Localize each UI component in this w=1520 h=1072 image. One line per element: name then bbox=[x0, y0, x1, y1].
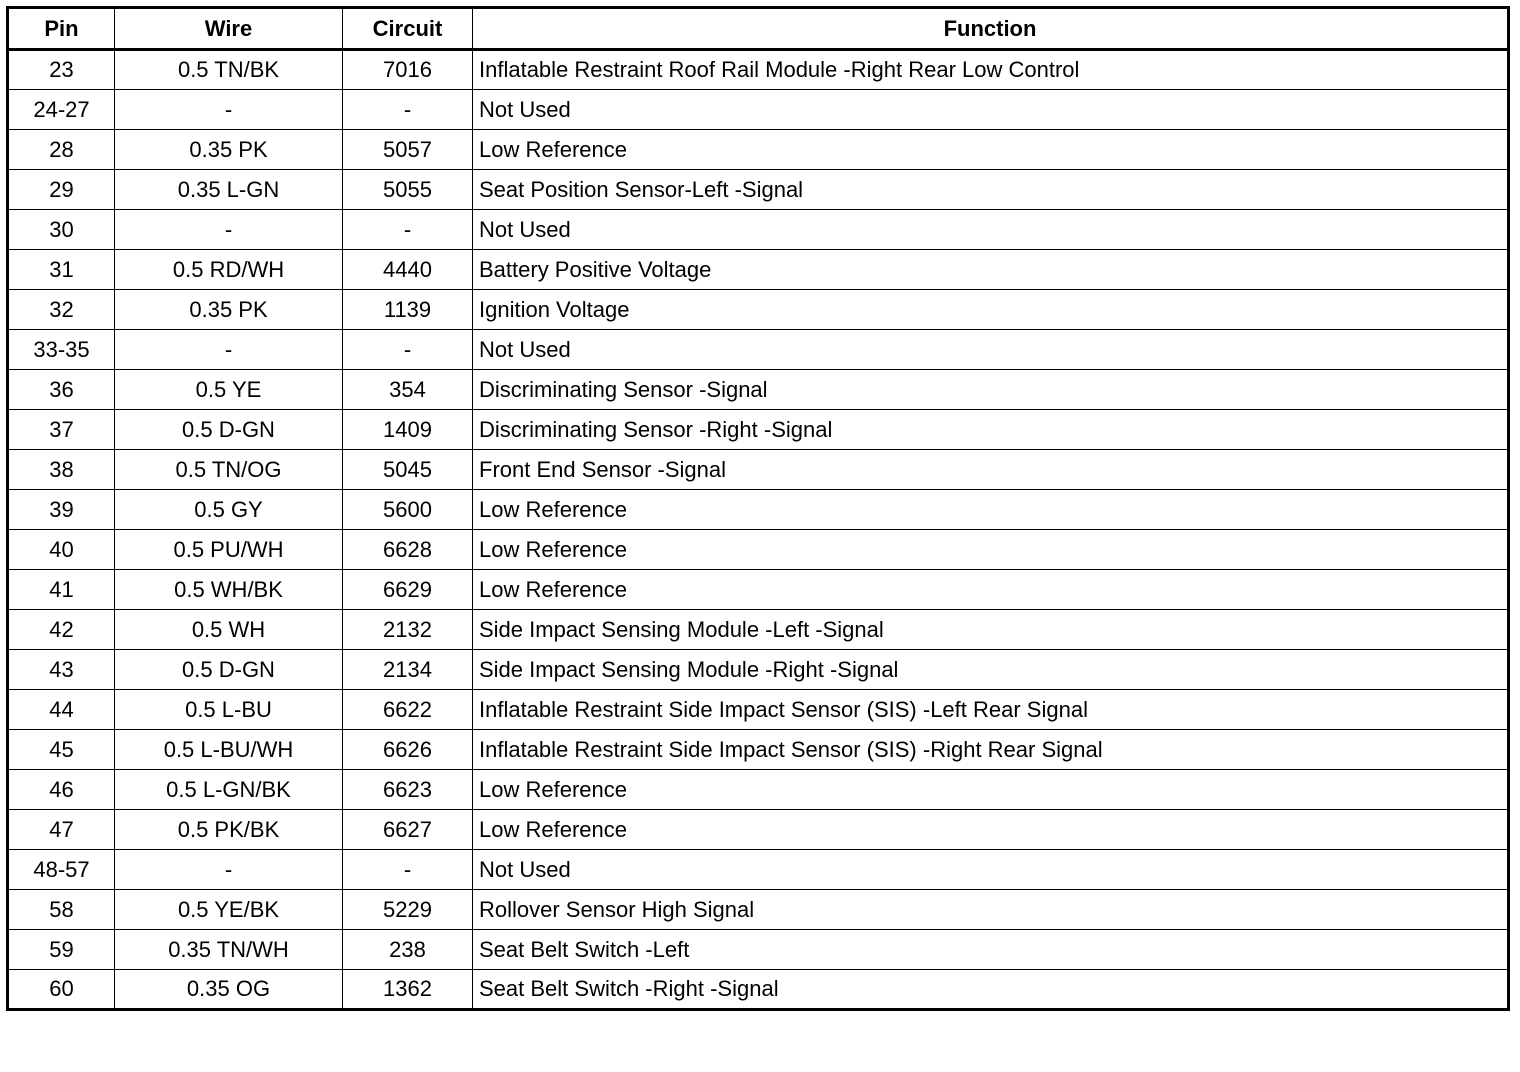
wire-cell: 0.35 PK bbox=[115, 290, 343, 330]
header-row bbox=[8, 8, 1509, 50]
circuit-cell: 1362 bbox=[343, 970, 473, 1010]
pin-cell: 29 bbox=[8, 170, 115, 210]
wire-cell: 0.5 WH/BK bbox=[115, 570, 343, 610]
function-cell: Side Impact Sensing Module -Left -Signal bbox=[473, 610, 1509, 650]
wire-cell: 0.35 OG bbox=[115, 970, 343, 1010]
pin-cell: 58 bbox=[8, 890, 115, 930]
function-cell: Low Reference bbox=[473, 770, 1509, 810]
table-row bbox=[8, 570, 1509, 610]
wire-cell: 0.5 YE bbox=[115, 370, 343, 410]
wire-cell: 0.5 YE/BK bbox=[115, 890, 343, 930]
circuit-cell: 354 bbox=[343, 370, 473, 410]
pin-cell: 46 bbox=[8, 770, 115, 810]
circuit-cell: 5055 bbox=[343, 170, 473, 210]
circuit-cell: 5229 bbox=[343, 890, 473, 930]
function-cell: Rollover Sensor High Signal bbox=[473, 890, 1509, 930]
wire-cell: 0.5 D-GN bbox=[115, 650, 343, 690]
table-row bbox=[8, 130, 1509, 170]
pin-cell: 28 bbox=[8, 130, 115, 170]
header-pin: Pin bbox=[8, 8, 115, 50]
circuit-cell: - bbox=[343, 330, 473, 370]
table-row bbox=[8, 410, 1509, 450]
table-row bbox=[8, 610, 1509, 650]
table-row bbox=[8, 330, 1509, 370]
table-row bbox=[8, 970, 1509, 1010]
pin-cell: 30 bbox=[8, 210, 115, 250]
wire-cell: - bbox=[115, 850, 343, 890]
pin-cell: 23 bbox=[8, 50, 115, 90]
pin-cell: 39 bbox=[8, 490, 115, 530]
function-cell: Inflatable Restraint Side Impact Sensor (SIS) -Right Rear Signal bbox=[473, 730, 1509, 770]
pin-cell: 47 bbox=[8, 810, 115, 850]
header-function: Function bbox=[473, 8, 1509, 50]
pin-cell: 48-57 bbox=[8, 850, 115, 890]
wire-cell: 0.5 GY bbox=[115, 490, 343, 530]
circuit-cell: 5045 bbox=[343, 450, 473, 490]
circuit-cell: 6626 bbox=[343, 730, 473, 770]
pin-cell: 45 bbox=[8, 730, 115, 770]
function-cell: Not Used bbox=[473, 90, 1509, 130]
table-row bbox=[8, 850, 1509, 890]
function-cell: Inflatable Restraint Side Impact Sensor (SIS) -Left Rear Signal bbox=[473, 690, 1509, 730]
function-cell: Discriminating Sensor -Right -Signal bbox=[473, 410, 1509, 450]
wire-cell: 0.5 L-BU/WH bbox=[115, 730, 343, 770]
circuit-cell: 2132 bbox=[343, 610, 473, 650]
function-cell: Seat Belt Switch -Right -Signal bbox=[473, 970, 1509, 1010]
table-body bbox=[8, 50, 1509, 1010]
circuit-cell: 1139 bbox=[343, 290, 473, 330]
circuit-cell: 6627 bbox=[343, 810, 473, 850]
pin-cell: 32 bbox=[8, 290, 115, 330]
function-cell: Low Reference bbox=[473, 810, 1509, 850]
pin-cell: 37 bbox=[8, 410, 115, 450]
header-circuit: Circuit bbox=[343, 8, 473, 50]
table-row bbox=[8, 450, 1509, 490]
circuit-cell: 1409 bbox=[343, 410, 473, 450]
pin-cell: 33-35 bbox=[8, 330, 115, 370]
table-row bbox=[8, 890, 1509, 930]
table-row bbox=[8, 170, 1509, 210]
wire-cell: - bbox=[115, 330, 343, 370]
table-row bbox=[8, 650, 1509, 690]
circuit-cell: 6629 bbox=[343, 570, 473, 610]
pin-cell: 24-27 bbox=[8, 90, 115, 130]
pin-cell: 60 bbox=[8, 970, 115, 1010]
table-row bbox=[8, 210, 1509, 250]
wire-cell: 0.5 PK/BK bbox=[115, 810, 343, 850]
function-cell: Seat Belt Switch -Left bbox=[473, 930, 1509, 970]
wire-cell: 0.5 WH bbox=[115, 610, 343, 650]
wire-cell: 0.35 PK bbox=[115, 130, 343, 170]
function-cell: Front End Sensor -Signal bbox=[473, 450, 1509, 490]
circuit-cell: 6623 bbox=[343, 770, 473, 810]
function-cell: Low Reference bbox=[473, 490, 1509, 530]
wire-cell: 0.5 L-BU bbox=[115, 690, 343, 730]
function-cell: Seat Position Sensor-Left -Signal bbox=[473, 170, 1509, 210]
function-cell: Inflatable Restraint Roof Rail Module -Right Rear Low Control bbox=[473, 50, 1509, 90]
table-row bbox=[8, 90, 1509, 130]
circuit-cell: 6622 bbox=[343, 690, 473, 730]
wire-cell: 0.5 TN/OG bbox=[115, 450, 343, 490]
table-row bbox=[8, 490, 1509, 530]
wire-cell: 0.5 D-GN bbox=[115, 410, 343, 450]
pin-cell: 41 bbox=[8, 570, 115, 610]
table-row bbox=[8, 50, 1509, 90]
table-row bbox=[8, 770, 1509, 810]
wire-cell: 0.5 PU/WH bbox=[115, 530, 343, 570]
pin-cell: 40 bbox=[8, 530, 115, 570]
table-row bbox=[8, 930, 1509, 970]
circuit-cell: 238 bbox=[343, 930, 473, 970]
pin-cell: 38 bbox=[8, 450, 115, 490]
circuit-cell: 5057 bbox=[343, 130, 473, 170]
table-row bbox=[8, 730, 1509, 770]
wire-cell: 0.35 L-GN bbox=[115, 170, 343, 210]
pin-cell: 42 bbox=[8, 610, 115, 650]
table-row bbox=[8, 690, 1509, 730]
wire-cell: 0.5 TN/BK bbox=[115, 50, 343, 90]
circuit-cell: 7016 bbox=[343, 50, 473, 90]
table-row bbox=[8, 250, 1509, 290]
pin-cell: 36 bbox=[8, 370, 115, 410]
function-cell: Low Reference bbox=[473, 570, 1509, 610]
circuit-cell: - bbox=[343, 90, 473, 130]
wire-cell: - bbox=[115, 210, 343, 250]
function-cell: Not Used bbox=[473, 850, 1509, 890]
function-cell: Discriminating Sensor -Signal bbox=[473, 370, 1509, 410]
circuit-cell: 4440 bbox=[343, 250, 473, 290]
pin-cell: 31 bbox=[8, 250, 115, 290]
circuit-cell: 2134 bbox=[343, 650, 473, 690]
table-row bbox=[8, 530, 1509, 570]
function-cell: Battery Positive Voltage bbox=[473, 250, 1509, 290]
function-cell: Not Used bbox=[473, 330, 1509, 370]
pin-cell: 59 bbox=[8, 930, 115, 970]
table-row bbox=[8, 810, 1509, 850]
table-row bbox=[8, 370, 1509, 410]
circuit-cell: 6628 bbox=[343, 530, 473, 570]
function-cell: Ignition Voltage bbox=[473, 290, 1509, 330]
wire-cell: 0.5 RD/WH bbox=[115, 250, 343, 290]
function-cell: Not Used bbox=[473, 210, 1509, 250]
function-cell: Side Impact Sensing Module -Right -Signal bbox=[473, 650, 1509, 690]
header-wire: Wire bbox=[115, 8, 343, 50]
circuit-cell: - bbox=[343, 210, 473, 250]
function-cell: Low Reference bbox=[473, 130, 1509, 170]
connector-pinout-table bbox=[6, 6, 1510, 1011]
circuit-cell: - bbox=[343, 850, 473, 890]
pin-cell: 44 bbox=[8, 690, 115, 730]
pin-cell: 43 bbox=[8, 650, 115, 690]
table-row bbox=[8, 290, 1509, 330]
function-cell: Low Reference bbox=[473, 530, 1509, 570]
wire-cell: - bbox=[115, 90, 343, 130]
wire-cell: 0.35 TN/WH bbox=[115, 930, 343, 970]
circuit-cell: 5600 bbox=[343, 490, 473, 530]
wire-cell: 0.5 L-GN/BK bbox=[115, 770, 343, 810]
